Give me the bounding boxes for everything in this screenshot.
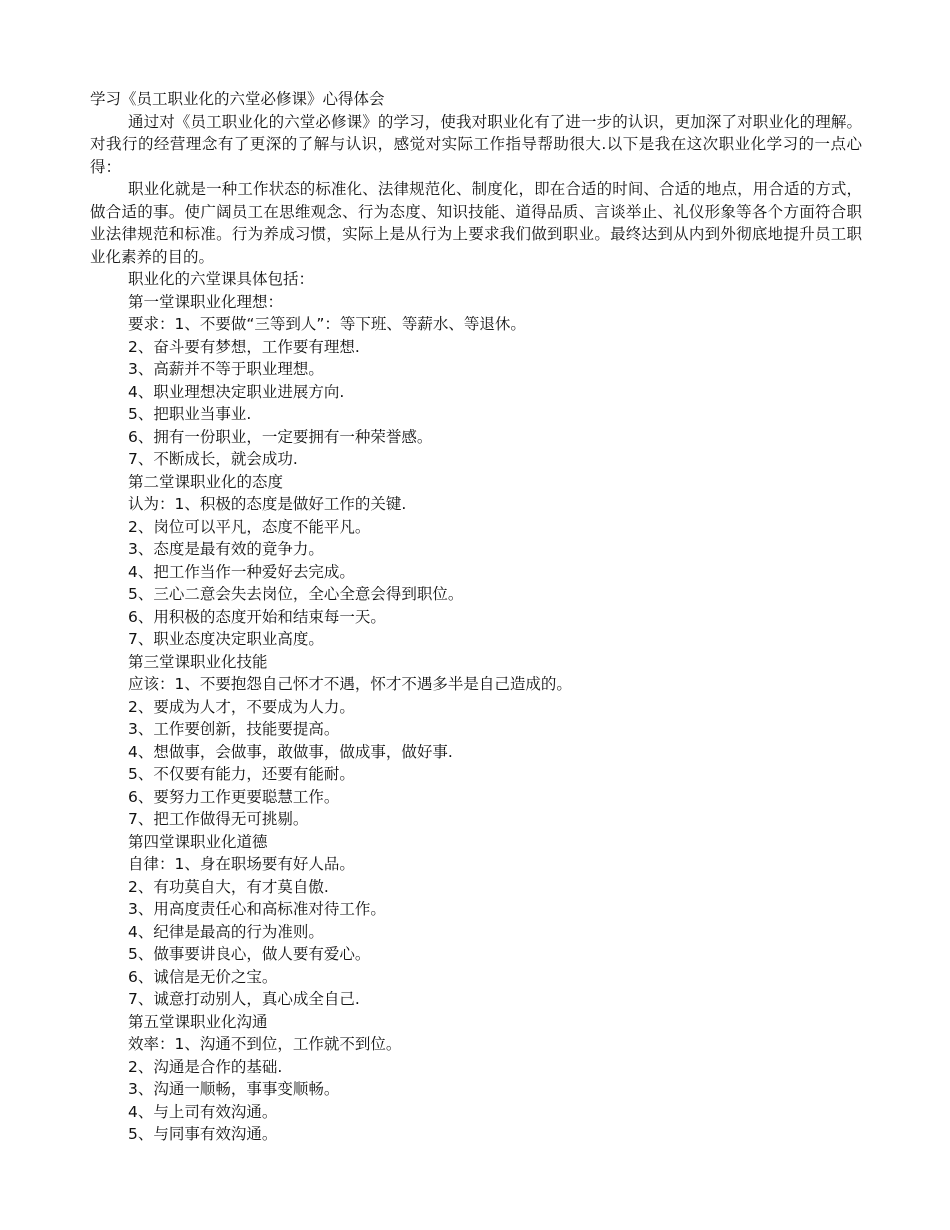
list-item: 2、岗位可以平凡，态度不能平凡。 xyxy=(128,517,371,536)
list-item: 4、纪律是最高的行为准则。 xyxy=(128,922,324,941)
list-item: 3、沟通一顺畅，事事变顺畅。 xyxy=(128,1080,340,1098)
list-item: 5、三心二意会失去岗位，全心全意会得到职位。 xyxy=(128,585,464,603)
lesson-heading: 第四堂课职业化道德 xyxy=(128,832,268,851)
lesson-heading: 第一堂课职业化理想： xyxy=(128,292,284,311)
list-item: 5、不仅要有能力，还要有能耐。 xyxy=(128,765,355,783)
list-item: 效率：1、沟通不到位，工作就不到位。 xyxy=(128,1035,402,1053)
intro-paragraph: 通过对《员工职业化的六堂必修课》的学习，使我对职业化有了进一步的认识，更加深了对职业化的理解。对我行的经营理念有了更深的了解与认识，感觉对实际工作指导帮助很大.以下是我在这次职业化学习的一点心得： xyxy=(90,112,862,176)
definition-paragraph: 职业化就是一种工作状态的标准化、法律规范化、制度化，即在合适的时间、合适的地点，用合适的方式，做合适的事。使广阔员工在思维观念、行为态度、知识技能、道得品质、言谈举止、礼仪形象等各个方面符合职业法律规范和标准。行为养成习惯，实际上是从行为上要求我们做到职业。最终达到从内到外彻底地提升员工职业化素养的目的。 xyxy=(90,180,862,266)
list-item: 2、有功莫自大，有才莫自傲. xyxy=(128,877,329,896)
list-item: 4、把工作当作一种爱好去完成。 xyxy=(128,562,355,581)
list-item: 6、诚信是无价之宝。 xyxy=(128,967,278,986)
list-item: 7、职业态度决定职业高度。 xyxy=(128,630,324,648)
list-item: 3、态度是最有效的竟争力。 xyxy=(128,540,324,558)
list-item: 7、不断成长，就会成功. xyxy=(128,450,298,468)
document-title: 学习《员工职业化的六堂必修课》心得体会 xyxy=(90,90,385,108)
list-item: 4、与上司有效沟通。 xyxy=(128,1102,278,1121)
list-item: 3、工作要创新，技能要提高。 xyxy=(128,720,340,738)
list-item: 4、职业理想决定职业进展方向. xyxy=(128,382,345,401)
list-item: 7、诚意打动别人，真心成全自己. xyxy=(128,990,360,1008)
list-item: 5、把职业当事业. xyxy=(128,405,252,423)
lesson-heading: 第二堂课职业化的态度 xyxy=(128,472,284,491)
list-item: 应该：1、不要抱怨自己怀才不遇，怀才不遇多半是自己造成的。 xyxy=(128,675,572,693)
list-item: 6、拥有一份职业，一定要拥有一种荣誉感。 xyxy=(128,427,433,446)
list-item: 6、用积极的态度开始和结束每一天。 xyxy=(128,607,386,626)
list-item: 2、奋斗要有梦想，工作要有理想. xyxy=(128,337,360,356)
list-item: 要求：1、不要做“三等到人”：等下班、等薪水、等退休。 xyxy=(128,315,526,333)
list-item: 3、用高度责任心和高标准对待工作。 xyxy=(128,900,386,918)
lesson-heading: 第三堂课职业化技能 xyxy=(128,652,268,671)
list-item: 2、沟通是合作的基础. xyxy=(128,1057,283,1076)
list-item: 5、与同事有效沟通。 xyxy=(128,1125,278,1143)
list-item: 6、要努力工作更要聪慧工作。 xyxy=(128,787,340,806)
list-item: 2、要成为人才，不要成为人力。 xyxy=(128,697,355,716)
course-list xyxy=(90,268,862,1146)
list-item: 5、做事要讲良心，做人要有爱心。 xyxy=(128,945,371,963)
list-item: 职业化的六堂课具体包括： xyxy=(128,270,315,288)
list-item: 4、想做事，会做事，敢做事，做成事，做好事. xyxy=(128,742,453,761)
lesson-heading: 第五堂课职业化沟通 xyxy=(128,1012,268,1031)
document-page xyxy=(90,88,862,1146)
list-item: 自律：1、身在职场要有好人品。 xyxy=(128,855,355,873)
list-item: 7、把工作做得无可挑剔。 xyxy=(128,810,309,828)
list-item: 3、高薪并不等于职业理想。 xyxy=(128,360,324,378)
list-item: 认为：1、积极的态度是做好工作的关键. xyxy=(128,495,407,513)
